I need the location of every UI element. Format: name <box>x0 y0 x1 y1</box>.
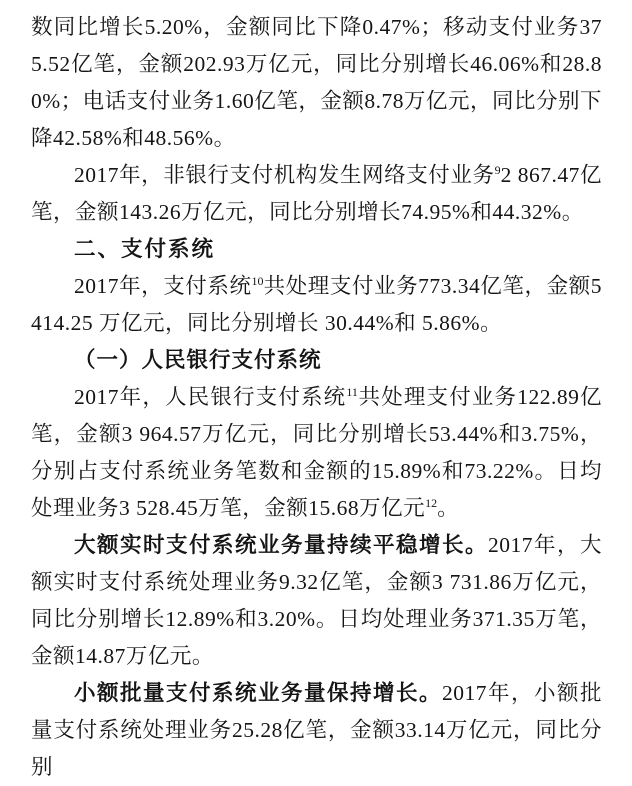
paragraph-beps-growth <box>31 675 602 786</box>
paragraph-payment-system-total <box>31 268 602 342</box>
lead-sentence-hvps: 大额实时支付系统业务量持续平稳增长。 <box>74 533 488 557</box>
heading-section-payment-systems: 二、支付系统 <box>74 237 216 261</box>
text-run: 共处理支付业务773.34亿笔，金额5 414.25 万亿元，同比分别增长 30.44%和 5.86%。 <box>31 274 602 335</box>
footnote-ref-11: 11 <box>346 384 358 399</box>
text-run: 共处理支付业务122.89亿笔，金额3 964.57万亿元，同比分别增长53.44%和3.75%，分别占支付系统业务笔数和金额的15.89%和73.22%。日均处理业务3 528.45万笔，金额15.68万亿元 <box>31 385 602 520</box>
paragraph-pboc-system-stats <box>31 379 602 527</box>
paragraph-hvps-growth <box>31 527 602 675</box>
lead-sentence-beps: 小额批量支付系统业务量保持增长。 <box>74 681 442 705</box>
text-run: 2017年，人民银行支付系统 <box>74 385 347 409</box>
paragraph-payment-continuation: 数同比增长5.20%，金额同比下降0.47%；移动支付业务375.52亿笔，金额202.93万亿元，同比分别增长46.06%和28.80%；电话支付业务1.60亿笔，金额8.78万亿元，同比分别下降42.58%和48.56%。 <box>31 15 602 150</box>
text-run: 2017年，非银行支付机构发生网络支付业务 <box>74 163 495 187</box>
footnote-ref-12: 12 <box>425 495 438 510</box>
footnote-ref-10: 10 <box>251 273 264 288</box>
text-run: 2017年，小额批量支付系统处理业务25.28亿笔，金额33.14万亿元，同比分别 <box>31 681 602 779</box>
text-run: 2 867.47亿笔，金额143.26万亿元，同比分别增长74.95%和44.32%。 <box>31 163 602 224</box>
heading-sub-pboc-payment-system: （一）人民银行支付系统 <box>74 348 322 372</box>
text-run: 2017年，支付系统 <box>74 274 252 298</box>
paragraph-nonbank-network-payment <box>31 157 602 231</box>
text-run: 。 <box>437 496 460 520</box>
text-run: 2017年，大额实时支付系统处理业务9.32亿笔，金额3 731.86万亿元，同比分别增长12.89%和3.20%。日均处理业务371.35万笔，金额14.87万亿元。 <box>31 533 602 668</box>
footnote-ref-9: 9 <box>494 162 501 177</box>
